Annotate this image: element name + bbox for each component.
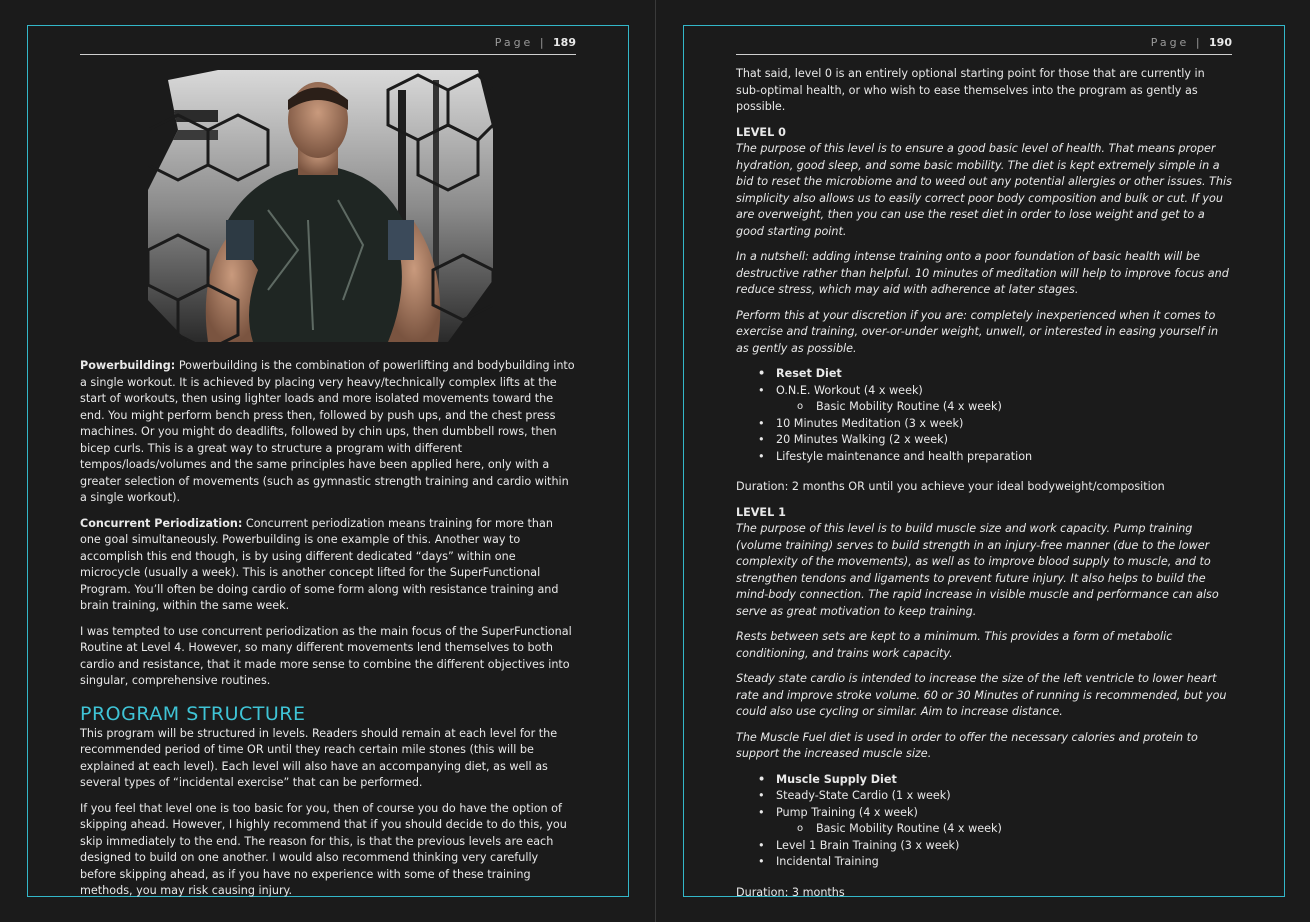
level-0-heading: LEVEL 0 — [736, 125, 786, 139]
left-page — [27, 25, 629, 897]
level-1-duration: Duration: 3 months — [736, 885, 845, 899]
list-item: • 10 Minutes Meditation (3 x week) — [776, 416, 1232, 433]
page-label: Page — [494, 36, 534, 49]
list-item: • Steady-State Cardio (1 x week) — [776, 788, 1232, 805]
list-item: • Lifestyle maintenance and health preparation — [776, 449, 1232, 466]
spread-divider — [655, 0, 656, 922]
level-0-discretion: Perform this at your discretion if you are: completely inexperienced when it comes to exercise and training, over-or-under weight, unwell, or interested in easing yourself in as gently as possible. — [736, 308, 1219, 355]
level-1-list — [736, 772, 1232, 871]
level-1-rests: Rests between sets are kept to a minimum. This provides a form of metabolic conditioning, and trains work capacity. — [736, 630, 1173, 660]
level-1-heading: LEVEL 1 — [736, 505, 786, 519]
intro-paragraph: That said, level 0 is an entirely optional starting point for those that are currently in sub-optimal health, or who wish to ease themselves into the program as gently as possible. — [736, 67, 1205, 113]
list-item: • Reset Diet — [776, 366, 1232, 383]
powerbuilding-term: Powerbuilding: — [80, 359, 176, 372]
level-1-diet: The Muscle Fuel diet is used in order to offer the necessary calories and protein to support the increased muscle size. — [736, 730, 1198, 760]
level-0-nutshell: In a nutshell: adding intense training onto a poor foundation of basic health will be destructive rather than helpful. 10 minutes of meditation will help to improve focus and reduce stress, which may aid with adherence at later stages. — [736, 250, 1229, 296]
page-header: Page | 190 — [736, 36, 1232, 55]
list-sub-item: o Basic Mobility Routine (4 x week) — [776, 399, 1232, 416]
list-item: • Muscle Supply Diet — [776, 772, 1232, 789]
list-item: • O.N.E. Workout (4 x week) — [776, 383, 1232, 400]
concurrent-periodization-paragraph — [80, 516, 576, 615]
right-page-content — [736, 66, 1232, 899]
page-number: 190 — [1209, 36, 1232, 49]
level-0-duration: Duration: 2 months OR until you achieve your ideal bodyweight/composition — [736, 480, 1165, 493]
powerbuilding-paragraph — [80, 358, 576, 507]
list-sub-item: o Basic Mobility Routine (4 x week) — [776, 821, 1232, 838]
level-1-cardio: Steady state cardio is intended to increase the size of the left ventricle to lower heart rate and improve stroke volume. 60 or 30 Minutes of running is recommended, but you could also use cycling or similar. Aim to increase distance. — [736, 672, 1227, 718]
concurrent-periodization-term: Concurrent Periodization: — [80, 516, 243, 530]
body-paragraph: This program will be structured in levels. Readers should remain at each level for the recommended period of time OR until they reach certain mile stones (this will be explained at each level). Each level will also have an accompanying diet, as well as several types of “incidental exercise” that can be performed. — [80, 726, 558, 789]
right-page — [683, 25, 1285, 897]
list-item: • Pump Training (4 x week) — [776, 805, 1232, 822]
hexagon-athlete-photo — [148, 70, 493, 342]
section-title: PROGRAM STRUCTURE — [80, 702, 306, 725]
concurrent-periodization-text: Concurrent periodization means training for more than one goal simultaneously. Powerbuilding is one example of this. Another way to accomplish this end though, is by using different dedicated “days” within one microcycle (usually a week). This is another concept lifted for the SuperFunctional Program. You’ll often be doing cardio of some form along with resistance training and brain training, within the same week. — [80, 516, 559, 612]
level-0-list — [736, 366, 1232, 465]
list-item: • Incidental Training — [776, 854, 1232, 871]
list-item: • 20 Minutes Walking (2 x week) — [776, 432, 1232, 449]
body-paragraph: I was tempted to use concurrent periodization as the main focus of the SuperFunctional Routine at Level 4. However, so many different movements lend themselves to both cardio and resistance, that it made more sense to combine the different objectives into singular, comprehensive routines. — [80, 624, 572, 687]
page-number: 189 — [553, 36, 576, 49]
level-1-purpose: The purpose of this level is to build muscle size and work capacity. Pump training (volume training) serves to build strength in an injury-free manner (due to the lower complexity of the movements), as well as to improve blood supply to muscle, and to strengthen tendons and ligaments to prevent future injury. It also helps to build the mind-body connection. The rapid increase in visible muscle and performance can also serve as great motivation to keep training. — [736, 522, 1219, 618]
level-0-purpose: The purpose of this level is to ensure a good basic level of health. That means proper hydration, good sleep, and some basic mobility. The diet is kept extremely simple in a bid to reset the microbiome and to weed out any potential allergies or other issues. This simplicity also allows us to easily correct poor body composition and bulk or cut. If you are overweight, then you can use the reset diet in order to lose weight and get to a good starting point. — [736, 142, 1232, 238]
page-header: Page | 189 — [80, 36, 576, 55]
powerbuilding-text: Powerbuilding is the combination of powerlifting and bodybuilding into a single workout. It is achieved by placing very heavy/technically complex lifts at the start of workouts, then using lighter loads and more isolated movements toward the end. You might perform bench press then, followed by push ups, and the chest press machines. Or you might do deadlifts, followed by chin ups, then dumbbell rows, then bicep curls. This is a great way to structure a program with different tempos/loads/volumes and the same principles have been applied here, only with a greater selection of movements (such as gymnastic strength training and cardio within a single workout). — [80, 359, 575, 504]
body-paragraph: If you feel that level one is too basic for you, then of course you do have the option of skipping ahead. However, I highly recommend that if you should decide to do this, you skip immediately to the end. The reason for this, is that the previous levels are each designed to build on one another. I would also recommend thinking very carefully before skipping ahead, as if you have no experience with some of these training methods, you may risk causing injury. — [80, 801, 567, 897]
page-label: Page — [1150, 36, 1190, 49]
hexagon-photo-graphic — [148, 70, 493, 342]
left-page-content — [80, 66, 576, 897]
list-item: • Level 1 Brain Training (3 x week) — [776, 838, 1232, 855]
